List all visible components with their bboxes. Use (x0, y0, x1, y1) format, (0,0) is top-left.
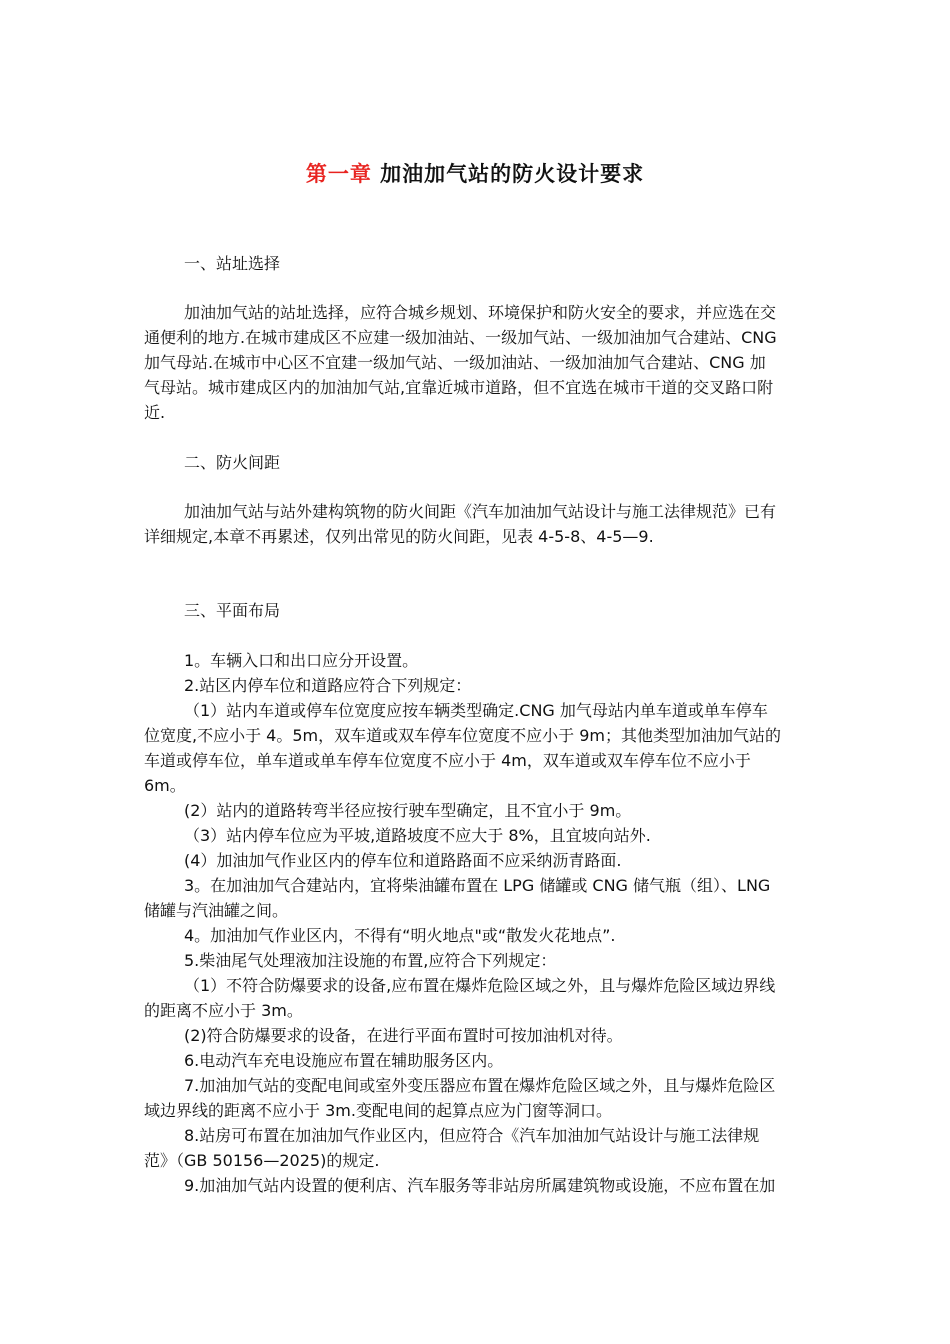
paragraph-line: 通便利的地方.在城市建成区不应建一级加油站、一级加气站、一级加油加气合建站、CNG (144, 328, 777, 347)
list-item: 1。车辆入口和出口应分开设置。 (184, 651, 419, 670)
list-item-continuation: 储罐与汽油罐之间。 (144, 901, 289, 920)
section-2-heading-block (144, 450, 810, 475)
list-item: 3。在加油加气合建站内，宜将柴油罐布置在 LPG 储罐或 CNG 储气瓶（组）、LNG (184, 876, 771, 895)
list-item: 6.电动汽车充电设施应布置在辅助服务区内。 (184, 1051, 504, 1070)
list-item-continuation: 6m。 (144, 776, 186, 795)
chapter-number: 第一章 (305, 162, 372, 186)
list-item: （3）站内停车位应为平坡,道路坡度不应大于 8%，且宜坡向站外. (184, 826, 651, 845)
list-item: （1）不符合防爆要求的设备,应布置在爆炸危险区域之外，且与爆炸危险区域边界线 (184, 976, 776, 995)
section-heading: 一、站址选择 (184, 254, 281, 273)
paragraph-line: 加油加气站的站址选择，应符合城乡规划、环境保护和防火安全的要求，并应选在交 (184, 303, 777, 322)
chapter-title (0, 158, 950, 188)
section-3-body (144, 648, 810, 1198)
list-item: 7.加油加气站的变配电间或室外变压器应布置在爆炸危险区域之外，且与爆炸危险区 (184, 1076, 776, 1095)
list-item: (4）加油加气作业区内的停车位和道路路面不应采纳沥青路面. (184, 851, 622, 870)
list-item-continuation: 范》（GB 50156—2025)的规定. (144, 1151, 380, 1170)
list-item-continuation: 的距离不应小于 3m。 (144, 1001, 303, 1020)
paragraph-line: 详细规定,本章不再累述，仅列出常见的防火间距，见表 4-5-8、4-5—9. (144, 527, 654, 546)
section-2-body (144, 499, 810, 549)
chapter-title-text: 加油加气站的防火设计要求 (380, 162, 645, 186)
paragraph-line: 近. (144, 403, 166, 422)
list-item: (2）站内的道路转弯半径应按行驶车型确定，且不宜小于 9m。 (184, 801, 632, 820)
list-item: 9.加油加气站内设置的便利店、汽车服务等非站房所属建筑物或设施，不应布置在加 (184, 1176, 776, 1195)
section-1-heading-block (144, 251, 810, 276)
paragraph-line: 气母站。城市建成区内的加油加气站,宜靠近城市道路，但不宜选在城市干道的交叉路口附 (144, 378, 774, 397)
section-3-heading-block (144, 598, 810, 623)
list-item: 8.站房可布置在加油加气作业区内，但应符合《汽车加油加气站设计与施工法律规 (184, 1126, 760, 1145)
list-item: 4。加油加气作业区内，不得有“明火地点"或“散发火花地点”. (184, 926, 616, 945)
section-1-body (144, 300, 810, 425)
section-heading: 二、防火间距 (184, 453, 281, 472)
list-item-continuation: 车道或停车位，单车道或单车停车位宽度不应小于 4m，双车道或双车停车位不应小于 (144, 751, 751, 770)
list-item-continuation: 位宽度,不应小于 4。5m，双车道或双车停车位宽度不应小于 9m；其他类型加油加气站的 (144, 726, 781, 745)
section-heading: 三、平面布局 (184, 601, 281, 620)
list-item: 5.柴油尾气处理液加注设施的布置,应符合下列规定： (184, 951, 557, 970)
list-item: （1）站内车道或停车位宽度应按车辆类型确定.CNG 加气母站内单车道或单车停车 (184, 701, 768, 720)
list-item: (2)符合防爆要求的设备，在进行平面布置时可按加油机对待。 (184, 1026, 623, 1045)
paragraph-line: 加油加气站与站外建构筑物的防火间距《汽车加油加气站设计与施工法律规范》已有 (184, 502, 777, 521)
paragraph-line: 加气母站.在城市中心区不宜建一级加气站、一级加油站、一级加油加气合建站、CNG 加 (144, 353, 766, 372)
list-item: 2.站区内停车位和道路应符合下列规定： (184, 676, 472, 695)
list-item-continuation: 域边界线的距离不应小于 3m.变配电间的起算点应为门窗等洞口。 (144, 1101, 612, 1120)
